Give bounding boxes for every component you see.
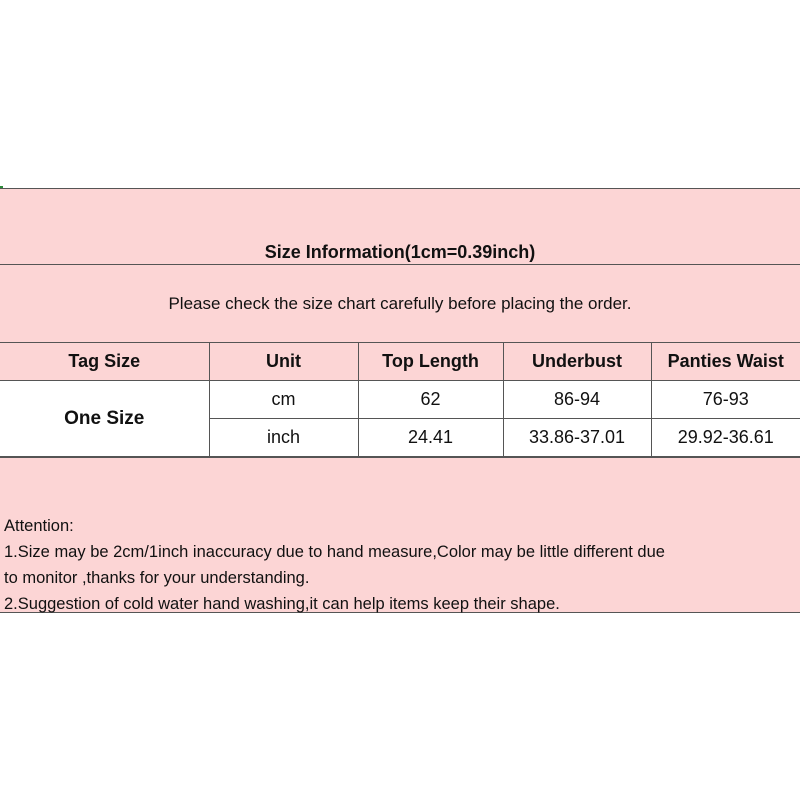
top-length-cell: 24.41: [358, 419, 503, 457]
header-unit: Unit: [209, 343, 358, 381]
chart-title-text: Size Information(1cm=0.39inch): [264, 242, 536, 262]
underbust-cell: 86-94: [503, 381, 651, 419]
size-chart: [0, 188, 800, 613]
attention-line-1a: 1.Size may be 2cm/1inch inaccuracy due to hand measure,Color may be little different due: [4, 543, 665, 561]
attention-notes: [0, 457, 800, 612]
unit-cell: cm: [209, 381, 358, 419]
chart-title: [0, 189, 800, 265]
table-header-row: [0, 343, 800, 381]
attention-line-2: 2.Suggestion of cold water hand washing,it can help items keep their shape.: [4, 595, 560, 613]
header-tag-size: Tag Size: [0, 343, 209, 381]
header-underbust: Underbust: [503, 343, 651, 381]
header-top-length: Top Length: [358, 343, 503, 381]
top-length-cell: 62: [358, 381, 503, 419]
order-note-text: Please check the size chart carefully before placing the order.: [168, 293, 632, 313]
panties-waist-cell: 76-93: [651, 381, 800, 419]
order-note: [0, 265, 800, 343]
underbust-cell: 33.86-37.01: [503, 419, 651, 457]
tag-size-cell: One Size: [0, 381, 209, 457]
unit-cell: inch: [209, 419, 358, 457]
attention-line-1b: to monitor ,thanks for your understanding.: [4, 569, 310, 587]
header-panties-waist: Panties Waist: [651, 343, 800, 381]
attention-heading: Attention:: [4, 517, 74, 535]
table-row: [0, 381, 800, 419]
size-table: [0, 343, 800, 457]
panties-waist-cell: 29.92-36.61: [651, 419, 800, 457]
